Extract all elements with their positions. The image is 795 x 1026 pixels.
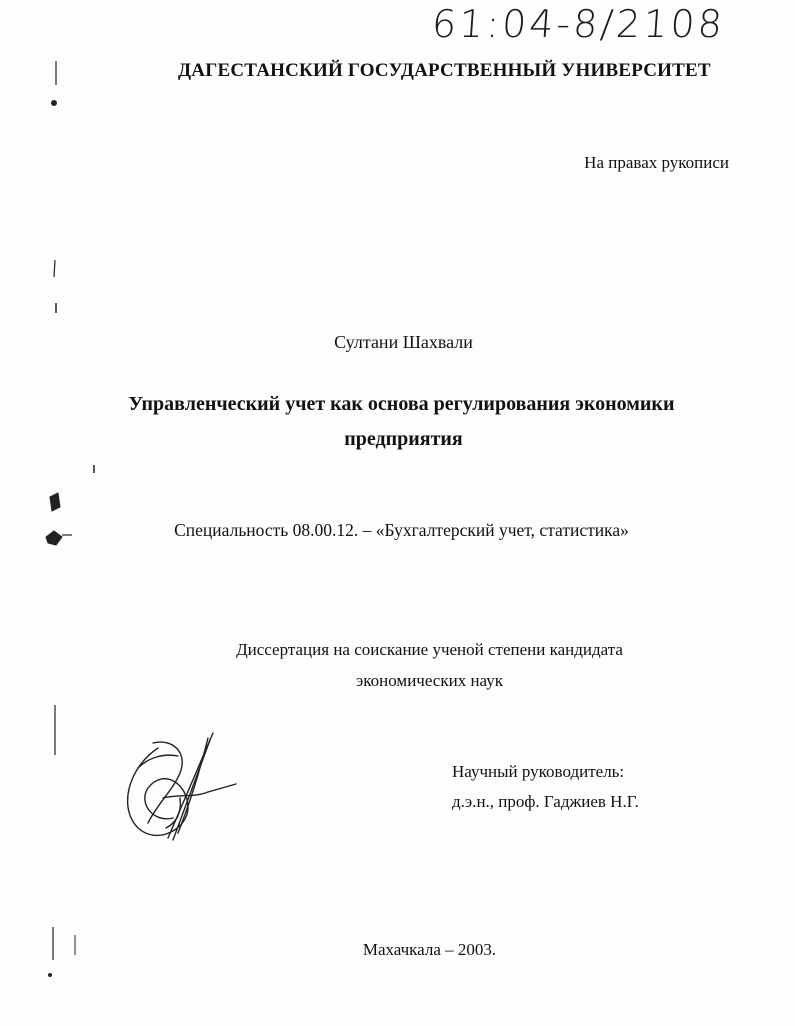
supervisor-label: Научный руководитель: xyxy=(452,762,625,781)
degree-line-1: Диссертация на соискание ученой степени кандидата xyxy=(236,640,623,659)
city-year: Махачкала – 2003. xyxy=(362,940,497,959)
specialty-line: Специальность 08.00.12. – «Бухгалтерский учет, статистика» xyxy=(174,520,629,540)
author-name: Султани Шахвали xyxy=(334,332,473,352)
archive-code-handwritten: 61:04-8/2108 xyxy=(430,2,727,46)
scan-artifact-icon xyxy=(40,55,80,1015)
degree-line-2: экономических наук xyxy=(355,671,504,690)
supervisor-name: д.э.н., проф. Гаджиев Н.Г. xyxy=(452,792,639,811)
signature-icon xyxy=(118,728,248,848)
rights-note: На правах рукописи xyxy=(584,153,729,172)
thesis-title-line-1: Управленческий учет как основа регулирования экономики xyxy=(128,393,675,415)
thesis-title-line-2: предприятия xyxy=(344,428,463,450)
university-name: ДАГЕСТАНСКИЙ ГОСУДАРСТВЕННЫЙ УНИВЕРСИТЕТ xyxy=(178,60,711,81)
